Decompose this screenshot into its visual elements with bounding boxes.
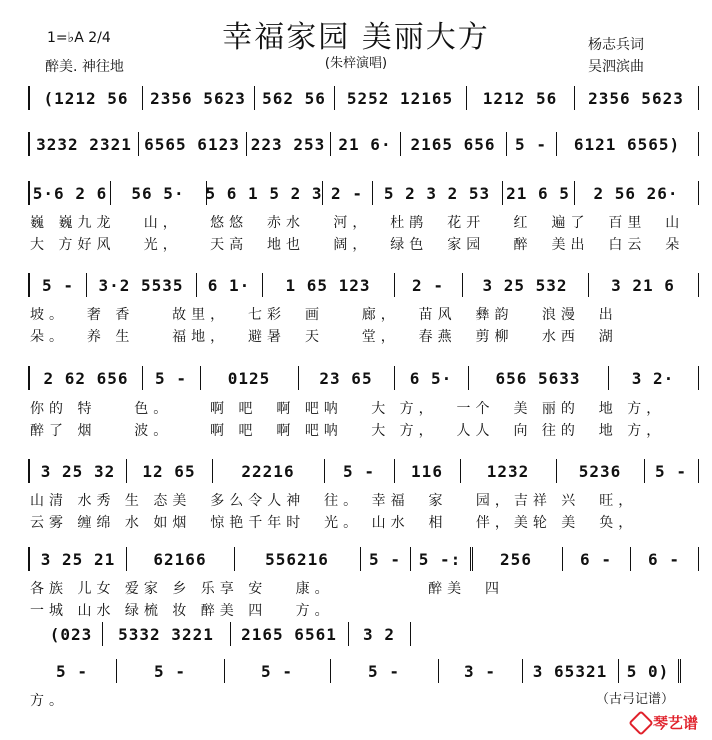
measure: 1 65 123 (262, 273, 395, 297)
measure: 6565 6123 (138, 132, 247, 156)
measure: 22216 (212, 459, 325, 483)
measure: 56 5· (110, 181, 207, 205)
score-row-9 (28, 659, 698, 683)
measure: 5332 3221 (102, 622, 231, 646)
measure: 23 65 (298, 366, 395, 390)
measure: 5 - (116, 659, 225, 683)
lyric-line-1: 你的 特 色。 啊 吧 啊 吧呐 大 方， 一个 美 丽的 地 方， (30, 401, 666, 417)
lyric-line-1: 巍 巍九龙 山， 悠悠 赤水 河， 杜鹃 花开 红 遍了 百里 山 (30, 215, 685, 231)
watermark-text: 琴艺谱 (653, 714, 699, 732)
measure: 3 25 32 (30, 459, 127, 483)
measure: 3 21 6 (588, 273, 699, 297)
key-signature: 1=♭A 2/4 (47, 30, 111, 46)
measure: 5252 12165 (334, 86, 467, 110)
measure: 3 - (438, 659, 523, 683)
composer-credit: 吴泗滨曲 (588, 59, 644, 75)
transcriber-note: （古弓记谱） (595, 692, 674, 707)
watermark-logo (632, 712, 698, 733)
measure: 2 62 656 (30, 366, 143, 390)
measure: 3 2 (348, 622, 411, 646)
score-row-4 (28, 273, 700, 297)
measure: 2 56 26· (574, 181, 699, 205)
tempo-style: 醉美. 神往地 (45, 59, 124, 75)
measure: 256 (470, 547, 563, 571)
measure: 2356 5623 (142, 86, 255, 110)
measure: 5 - (644, 459, 699, 483)
measure: 2 - (394, 273, 463, 297)
measure: 2356 5623 (574, 86, 699, 110)
measure: 6 5· (394, 366, 469, 390)
lyric-line-2: 云雾 缠绵 水 如烟 惊艳千年时 光。 山水 相 伴，美轮 美 奂， (30, 515, 638, 531)
measure: 556216 (234, 547, 361, 571)
measure: 6 - (630, 547, 699, 571)
measure: 1212 56 (466, 86, 575, 110)
measure: 1232 (460, 459, 557, 483)
score-row-2 (28, 132, 700, 156)
measure: 5 - (224, 659, 331, 683)
lyric-line-2: 朵。 养 生 福地， 避暑 天 堂， 春燕 剪柳 水西 湖 (30, 329, 618, 345)
measure: 5·6 2 6 (30, 181, 111, 205)
lyric-line-1: 各族 儿女 爱家 乡 乐享 安 康。 醉美 四 (30, 581, 505, 597)
measure: 3 25 532 (462, 273, 589, 297)
measure: 223 253 (246, 132, 331, 156)
measure: 116 (394, 459, 461, 483)
measure: 62166 (126, 547, 235, 571)
measure: 5 - (28, 659, 117, 683)
final-measure: 5 0) (618, 659, 681, 683)
measure: 0125 (200, 366, 299, 390)
measure: 5 6 1 5 2 3 (206, 181, 323, 205)
measure: 3 65321 (522, 659, 619, 683)
lyric-line-1: 坡。 奢 香 故里， 七彩 画 廊， 苗风 彝韵 浪漫 出 (30, 307, 618, 323)
measure: 5 - (324, 459, 395, 483)
measure: 3232 2321 (30, 132, 139, 156)
measure: 3·2 5535 (86, 273, 197, 297)
lyric-line-2: 一城 山水 绿梳 妆 醉美 四 方。 (30, 603, 334, 619)
score-row-5 (28, 366, 700, 390)
measure: 21 6 5 (502, 181, 575, 205)
measure: 562 56 (254, 86, 335, 110)
score-row-8 (40, 622, 440, 646)
repeat-end-measure: 5 -: (410, 547, 473, 571)
score-row-1 (28, 86, 700, 110)
lyricist-credit: 杨志兵词 (588, 37, 644, 53)
measure: 6 1· (196, 273, 263, 297)
measure: 21 6· (330, 132, 401, 156)
lyric-line-2: 大 方好风 光， 天高 地也 阔， 绿色 家园 醉 美出 白云 朵 (30, 237, 685, 253)
measure: 2 - (322, 181, 373, 205)
measure: 3 25 21 (30, 547, 127, 571)
lyric-final: 方。 (30, 693, 68, 709)
measure: 3 2· (608, 366, 699, 390)
logo-icon (628, 710, 653, 735)
measure: 2165 656 (400, 132, 507, 156)
score-row-3 (28, 181, 700, 205)
performer-credit: (朱梓演唱) (324, 56, 388, 71)
measure: 12 65 (126, 459, 213, 483)
measure: 5 - (506, 132, 557, 156)
measure: 5 - (142, 366, 201, 390)
lyric-line-2: 醉了 烟 波。 啊 吧 啊 吧呐 大 方， 人人 向 往的 地 方， (30, 423, 666, 439)
measure: 5 - (30, 273, 87, 297)
measure: 2165 6561 (230, 622, 349, 646)
song-title: 幸福家园 美丽大方 (222, 20, 490, 55)
score-row-6 (28, 459, 700, 483)
measure: 5 2 3 2 53 (372, 181, 503, 205)
measure: 6 - (562, 547, 631, 571)
score-row-7 (28, 547, 700, 571)
measure: 5 - (360, 547, 411, 571)
measure: 656 5633 (468, 366, 609, 390)
lyric-line-1: 山清 水秀 生 态美 多么令人神 往。 幸福 家 园，吉祥 兴 旺， (30, 493, 638, 509)
measure: (023 (40, 622, 103, 646)
measure: 5 - (330, 659, 439, 683)
measure: (1212 56 (30, 86, 143, 110)
measure: 6121 6565) (556, 132, 699, 156)
measure: 5236 (556, 459, 645, 483)
